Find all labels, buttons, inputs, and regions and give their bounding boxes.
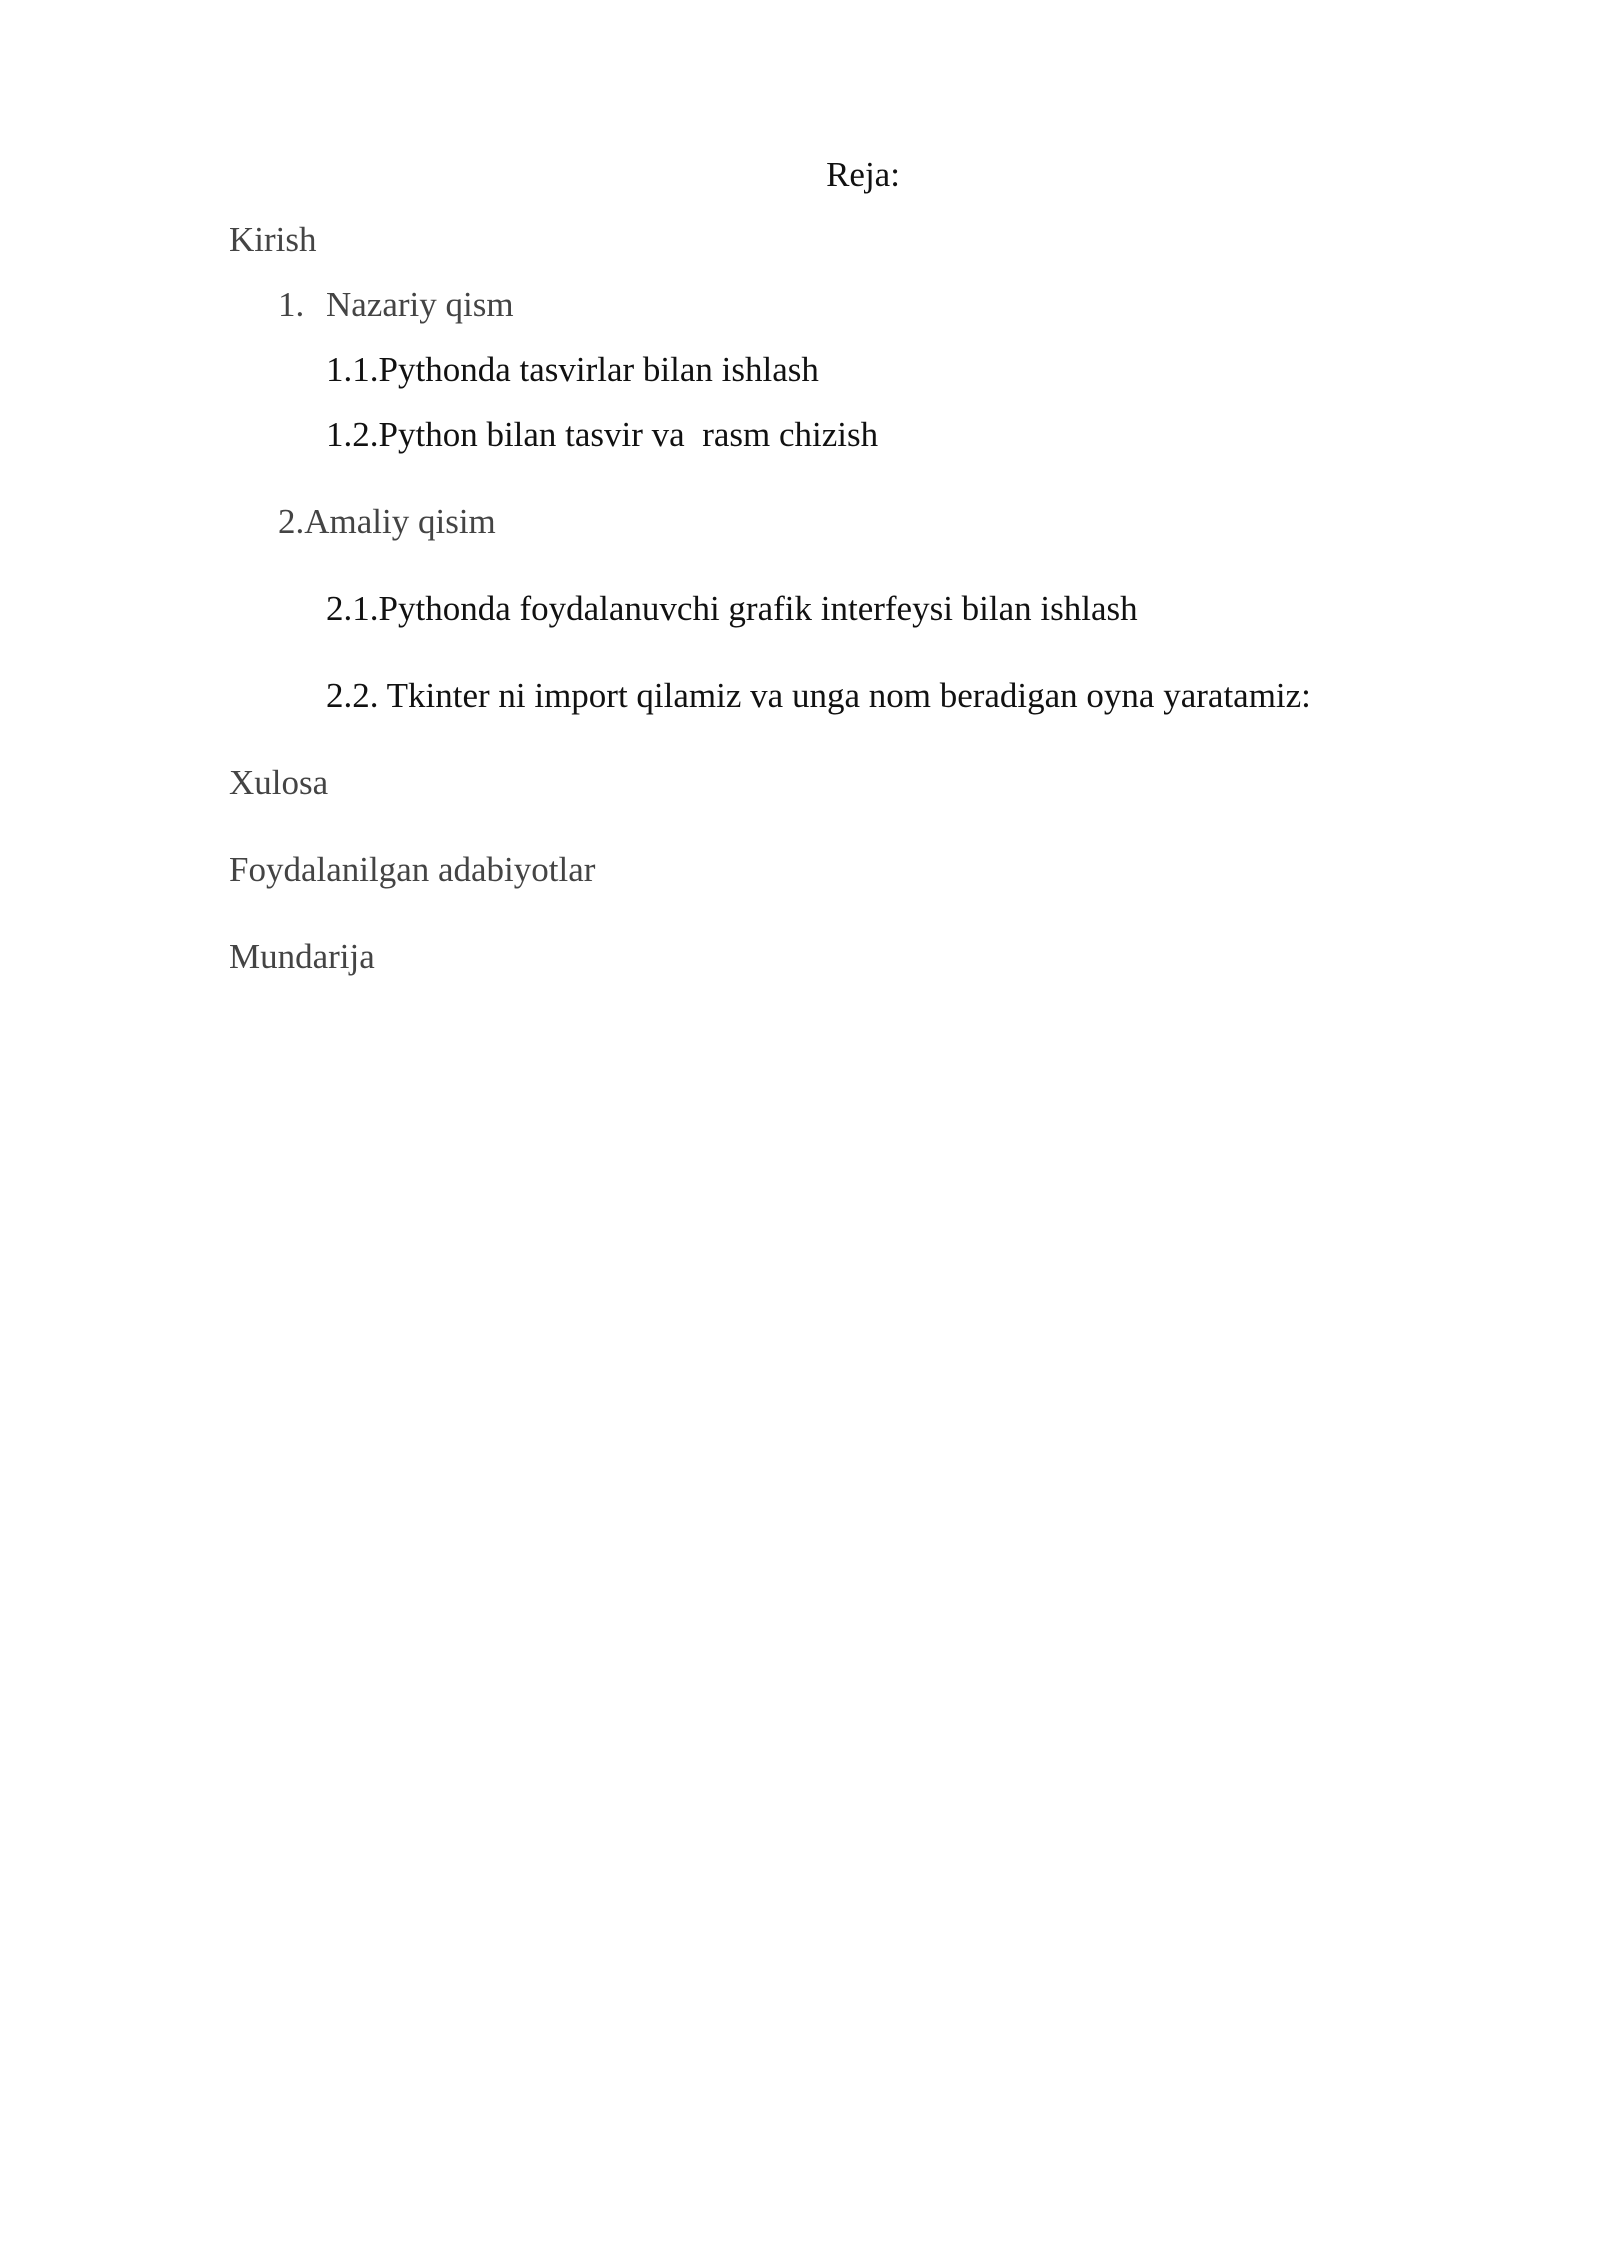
toc-item-section-1-number: 1. xyxy=(278,285,305,324)
toc-item-contents: Mundarija xyxy=(229,937,375,976)
toc-item-2-1: 2.1.Pythonda foydalanuvchi grafik interfeysi bilan ishlash xyxy=(326,589,1138,628)
toc-item-1-1: 1.1.Pythonda tasvirlar bilan ishlash xyxy=(326,350,819,389)
toc-item-1-2: 1.2.Python bilan tasvir va rasm chizish xyxy=(326,415,879,454)
toc-item-conclusion: Xulosa xyxy=(229,763,329,802)
toc-item-introduction: Kirish xyxy=(229,220,317,259)
toc-item-section-2: 2.Amaliy qisim xyxy=(278,502,496,541)
toc-item-2-2: 2.2. Tkinter ni import qilamiz va unga nom beradigan oyna yaratamiz: xyxy=(326,676,1311,715)
plan-title: Reja: xyxy=(826,155,900,194)
toc-item-references: Foydalanilgan adabiyotlar xyxy=(229,850,596,889)
toc-item-section-1 xyxy=(278,283,514,327)
toc-item-section-1-label: Nazariy qism xyxy=(326,285,514,324)
